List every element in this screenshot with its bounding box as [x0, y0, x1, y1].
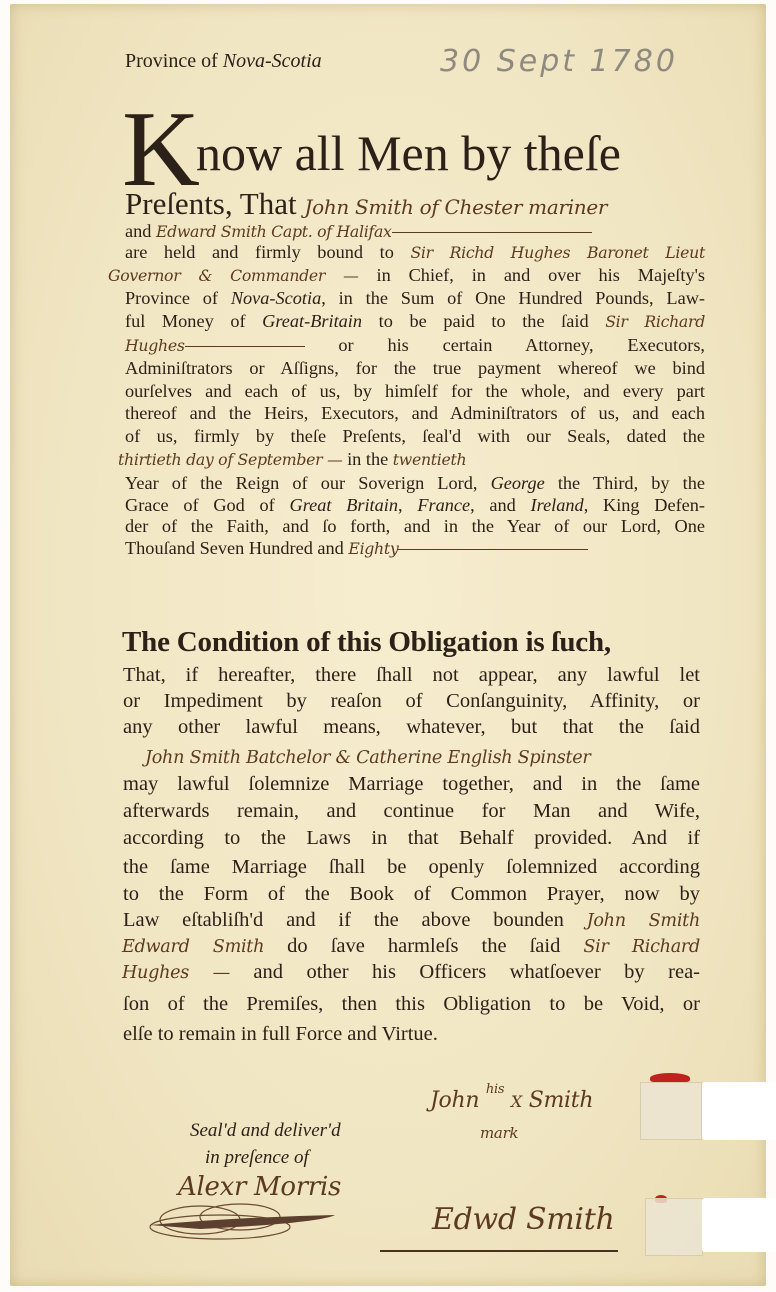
printed-text: Year of the Reign of our Soverign Lord, — [125, 473, 491, 493]
fill-in-rule — [185, 346, 305, 347]
handwritten-entry: Edward Smith Capt. of Halifax — [155, 222, 392, 241]
printed-text: thereof and the Heirs, Executors, and Adminiſtrators of us, and each — [125, 403, 705, 423]
presents-line — [125, 186, 607, 222]
text-line — [125, 221, 592, 242]
signature-flourish — [140, 1195, 340, 1255]
attestation-line-2: in preſence of — [205, 1147, 309, 1168]
printed-text: Thouſand Seven Hundred and — [125, 538, 349, 558]
printed-text: Adminiſtrators or Aſſigns, for the true payment whereof we bind — [125, 358, 705, 378]
text-line — [125, 473, 705, 494]
text-line — [125, 516, 705, 537]
seal-tab-1 — [702, 1082, 776, 1140]
text-line — [123, 773, 700, 796]
second-signature: Edwd Smith — [432, 1202, 615, 1237]
text-line — [125, 288, 705, 309]
italic-text: George — [490, 473, 545, 493]
printed-text: according to the Laws in that Behalf provided. And if — [123, 827, 700, 849]
attestation-line-1: Seal'd and deliver'd — [190, 1120, 341, 1141]
text-line — [123, 856, 700, 879]
first-signature — [430, 1082, 594, 1113]
handwritten-entry: thirtieth day of September — — [118, 450, 343, 469]
text-line — [123, 800, 700, 823]
italic-text: Ireland — [530, 495, 584, 515]
text-line — [125, 403, 705, 424]
printed-text: , and — [470, 495, 531, 515]
printed-text: Grace of God of — [125, 495, 290, 515]
handwritten-name: John Smith of Chester mariner — [304, 195, 608, 219]
title-rest: now all Men by theſe — [196, 125, 621, 181]
printed-text: to the Form of the Book of Common Prayer, now by — [123, 883, 700, 905]
province-heading — [125, 50, 322, 73]
printed-text: Law eſtabliſh'd and if the above bounden — [123, 909, 587, 931]
printed-text: Province of — [125, 288, 231, 308]
handwritten-entry: Sir Richard — [583, 937, 700, 957]
printed-text: do ſave harmleſs the ſaid — [264, 935, 584, 957]
printed-text: are held and firmly bound to — [125, 242, 411, 262]
presents-printed: Preſents, That — [125, 186, 297, 221]
printed-text: afterwards remain, and continue for Man and Wife, — [123, 800, 700, 822]
italic-text: Great-Britain — [262, 311, 363, 331]
italic-text: Nova-Scotia — [230, 288, 322, 308]
printed-text: ful Money of — [125, 311, 263, 331]
text-line — [125, 495, 705, 516]
witness-signature: Alexr Morris — [178, 1172, 342, 1202]
text-line — [118, 449, 466, 470]
handwritten-entry: John Smith — [586, 911, 700, 931]
text-line — [125, 242, 705, 263]
italic-text: Great Britain — [289, 495, 398, 515]
printed-text: in Chief, in and over his Majeſty's — [358, 265, 706, 285]
text-line — [123, 690, 700, 713]
text-line — [123, 827, 700, 850]
printed-text: the Third, by the — [544, 473, 705, 493]
printed-text: of us, firmly by theſe Preſents, ſeal'd with our Seals, dated the — [125, 426, 705, 446]
printed-text: may lawful ſolemnize Marriage together, and in the ſame — [123, 773, 700, 795]
printed-text: der of the Faith, and ſo forth, and in the Year of our Lord, One — [125, 516, 705, 536]
title-initial: K — [122, 90, 200, 209]
handwritten-entry: Hughes — [125, 336, 185, 355]
paper-seal-1 — [640, 1082, 702, 1140]
province-label: Province of — [125, 50, 223, 72]
signature-underline — [380, 1250, 618, 1252]
handwritten-entry: Sir Richard — [605, 312, 705, 331]
seal-tab-2 — [702, 1198, 776, 1252]
text-line — [125, 426, 705, 447]
sig-mark-label: mark — [480, 1124, 519, 1142]
italic-text: France — [417, 495, 471, 515]
text-line — [125, 381, 705, 402]
fill-in-rule — [398, 549, 588, 550]
printed-text: elſe to remain in full Force and Virtue. — [123, 1023, 438, 1045]
handwritten-entry: Edward Smith — [122, 937, 265, 957]
text-line — [123, 1023, 438, 1046]
text-line — [125, 311, 705, 332]
text-line — [123, 716, 700, 739]
handwritten-entry: Eighty — [348, 539, 399, 558]
printed-text: That, if hereafter, there ſhall not appear, any lawful let — [123, 664, 700, 686]
printed-text: any other lawful means, whatever, but that the ſaid — [123, 716, 700, 738]
printed-text: or his certain Attorney, Executors, — [304, 335, 705, 355]
text-line — [125, 538, 588, 559]
handwritten-entry: Sir Richd Hughes Baronet Lieut — [410, 243, 705, 262]
printed-text: ſon of the Premiſes, then this Obligation to be Void, or — [123, 993, 700, 1015]
pencil-date: 30 Sept 1780 — [440, 44, 678, 79]
printed-text: , in the Sum of One Hundred Pounds, Law- — [321, 288, 705, 308]
province-name: Nova-Scotia — [222, 50, 322, 72]
text-line — [122, 935, 700, 958]
handwritten-entry: twentieth — [392, 450, 467, 469]
text-line — [123, 993, 700, 1016]
sig-first-name: John — [430, 1088, 480, 1113]
printed-text: to be paid to the ſaid — [362, 311, 606, 331]
text-line — [122, 961, 700, 984]
printed-text: , King Defen- — [583, 495, 706, 515]
sig-x-mark: X — [510, 1092, 523, 1111]
printed-text: and other his Officers whatſoever by rea- — [229, 961, 700, 983]
sig-surname: Smith — [528, 1088, 594, 1113]
printed-text: ourſelves and each of us, by himſelf for the whole, and every part — [125, 381, 705, 401]
sig-his: his — [485, 1082, 505, 1097]
text-line — [123, 664, 700, 687]
printed-text: and — [125, 221, 156, 241]
handwritten-entry: Hughes — — [122, 963, 230, 983]
printed-text: or Impediment by reaſon of Conſanguinity, Affinity, or — [123, 690, 700, 712]
fill-in-rule — [392, 232, 592, 233]
handwritten-entry: Governor & Commander — — [108, 266, 359, 285]
paper-seal-2 — [645, 1198, 703, 1256]
printed-text: in the — [342, 449, 393, 469]
text-line — [108, 265, 705, 286]
text-line — [123, 883, 700, 906]
handwritten-entry: John Smith Batchelor & Catherine English Spinster — [145, 748, 591, 768]
condition-title: The Condition of this Obligation is ſuch, — [122, 626, 611, 658]
text-line — [123, 909, 700, 932]
text-line — [125, 358, 705, 379]
printed-text: , — [398, 495, 418, 515]
text-line — [125, 335, 705, 356]
text-line — [145, 746, 591, 769]
printed-text: the ſame Marriage ſhall be openly ſolemnized according — [123, 856, 700, 878]
